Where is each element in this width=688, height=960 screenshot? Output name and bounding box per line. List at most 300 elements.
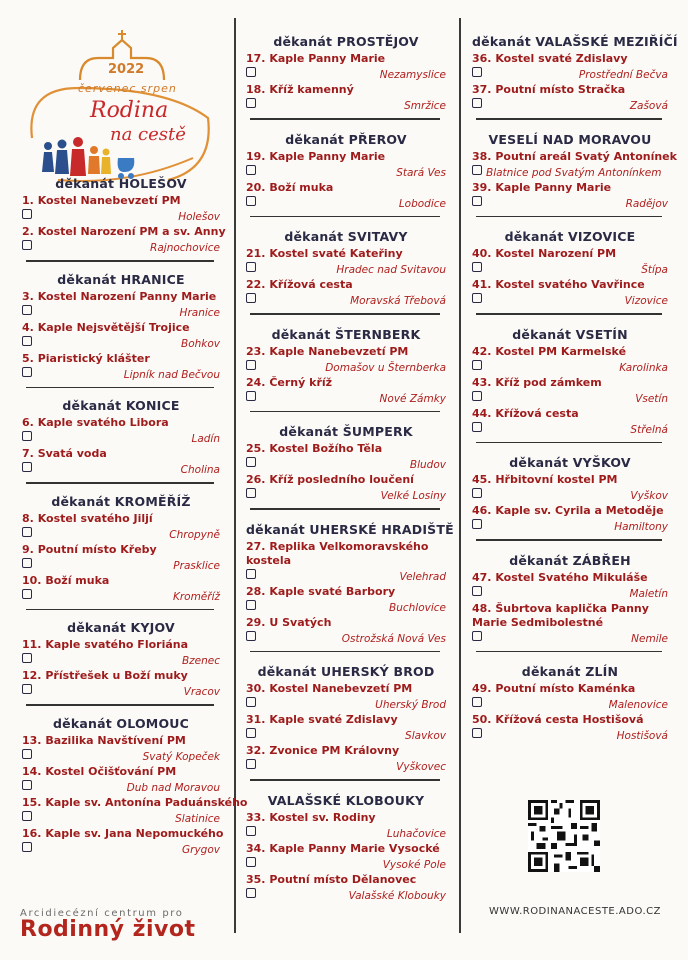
site-number: 8. <box>22 511 34 525</box>
site-title <box>472 473 668 487</box>
site-location: Velehrad <box>399 570 446 583</box>
site-title <box>22 543 220 557</box>
logo-title-line1: Rodina <box>90 98 169 123</box>
section-separator <box>26 482 214 484</box>
site-title <box>472 713 668 727</box>
visited-checkbox[interactable] <box>246 826 256 836</box>
site-location: Vyškovec <box>396 761 446 773</box>
site-name: Křížová cesta Hostišová <box>495 713 644 726</box>
site-number: 6. <box>22 416 34 429</box>
site-name: Kaple sv. Cyrila a Metoděje <box>495 504 664 517</box>
site-location: Bohkov <box>180 337 220 350</box>
site-name: Poutní místo Stračka <box>495 83 626 96</box>
visited-checkbox[interactable] <box>472 586 482 596</box>
site-location: Bzenec <box>181 655 220 667</box>
section-separator <box>476 651 662 653</box>
visited-checkbox[interactable] <box>472 67 482 77</box>
visited-checkbox[interactable] <box>22 336 32 346</box>
site-item <box>246 150 446 179</box>
site-number: 29. <box>246 615 266 629</box>
site-number: 46. <box>472 504 492 517</box>
site-title <box>246 540 446 568</box>
column-right <box>472 34 678 744</box>
site-item <box>472 181 668 210</box>
site-name: Kostel PM Karmelské <box>495 344 627 358</box>
site-item <box>472 376 668 405</box>
visited-checkbox[interactable] <box>472 519 482 529</box>
site-location: Valašské Klobouky <box>348 889 446 902</box>
deanery-title: děkanát VYŠKOV <box>509 455 631 470</box>
visited-checkbox[interactable] <box>472 697 482 707</box>
site-location: Domašov u Šternberka <box>325 361 446 374</box>
site-item <box>22 225 226 254</box>
section-separator <box>476 539 662 541</box>
deanery-section <box>22 176 226 254</box>
site-number: 39. <box>472 180 492 194</box>
visited-checkbox[interactable] <box>472 728 482 738</box>
site-title <box>22 447 220 461</box>
site-item <box>246 247 446 276</box>
visited-checkbox[interactable] <box>246 631 256 641</box>
visited-checkbox[interactable] <box>472 422 482 432</box>
site-check-row <box>472 727 668 742</box>
section-separator <box>476 313 662 315</box>
visited-checkbox[interactable] <box>246 391 256 401</box>
site-name: Křížová cesta <box>269 278 353 291</box>
site-item <box>22 447 220 476</box>
site-check-row <box>246 164 446 179</box>
deanery-section <box>22 715 248 856</box>
site-title <box>246 181 446 195</box>
site-number: 34. <box>246 841 266 855</box>
site-item <box>246 83 446 112</box>
site-check-row <box>22 588 220 603</box>
site-name: Kaple svatého Libora <box>37 416 169 429</box>
site-title <box>22 512 220 526</box>
visited-checkbox[interactable] <box>246 600 256 610</box>
deanery-section <box>472 34 678 112</box>
site-check-row <box>22 430 220 445</box>
site-name: Svatá voda <box>37 447 107 460</box>
visited-checkbox[interactable] <box>22 305 32 315</box>
site-check-row <box>472 421 668 436</box>
deanery-title: děkanát VIZOVICE <box>504 229 636 244</box>
site-title <box>246 52 446 66</box>
site-item <box>246 442 446 471</box>
section-separator <box>476 442 662 444</box>
site-title <box>472 376 668 390</box>
site-location: Hostišová <box>616 730 668 742</box>
site-check-row <box>22 461 220 476</box>
site-title <box>472 149 677 164</box>
visited-checkbox[interactable] <box>22 780 32 790</box>
site-item <box>472 407 668 436</box>
visited-checkbox[interactable] <box>472 293 482 303</box>
site-item <box>246 713 446 742</box>
site-item <box>472 473 668 502</box>
site-location: Vracov <box>183 686 220 698</box>
site-title <box>246 345 446 359</box>
deanery-section <box>246 664 446 773</box>
site-check-row <box>472 195 668 210</box>
deanery-title: děkanát VSETÍN <box>512 326 628 342</box>
visited-checkbox[interactable] <box>246 697 256 707</box>
site-number: 35. <box>246 872 266 886</box>
site-item <box>22 795 248 825</box>
site-location: Prasklice <box>173 559 220 572</box>
site-location: Slatinice <box>175 812 220 825</box>
site-item <box>22 826 224 856</box>
site-check-row <box>246 66 446 81</box>
site-number: 27. <box>246 539 266 553</box>
site-name: Piaristický klášter <box>37 351 150 365</box>
site-number: 36. <box>472 52 492 65</box>
deanery-section <box>472 229 668 307</box>
deanery-title: děkanát HRANICE <box>57 271 185 287</box>
site-name: Kostel svatého Jiljí <box>37 511 153 525</box>
site-item <box>246 744 446 773</box>
site-name: Boží muka <box>269 180 334 194</box>
visited-checkbox[interactable] <box>246 759 256 769</box>
site-name: Kostel Očišťování PM <box>45 764 177 778</box>
site-check-row <box>472 390 668 405</box>
site-check-row <box>246 568 446 583</box>
site-number: 44. <box>472 406 492 420</box>
deanery-section <box>472 553 668 645</box>
site-number: 50. <box>472 713 492 726</box>
site-title <box>472 52 668 66</box>
site-number: 31. <box>246 713 266 726</box>
site-title <box>22 290 220 304</box>
visited-checkbox[interactable] <box>246 67 256 77</box>
visited-checkbox[interactable] <box>246 728 256 738</box>
site-name: Křížová cesta <box>495 406 579 420</box>
visited-checkbox[interactable] <box>246 262 256 272</box>
site-title <box>246 150 446 164</box>
site-location: Střelná <box>630 423 668 436</box>
site-check-row <box>472 585 668 600</box>
visited-checkbox[interactable] <box>22 431 32 441</box>
website-url[interactable]: WWW.RODINANACESTE.ADO.CZ <box>489 906 661 917</box>
site-name: Kaple svaté Barbory <box>269 584 396 598</box>
site-number: 48. <box>472 601 492 615</box>
visited-checkbox[interactable] <box>22 589 32 599</box>
site-number: 16. <box>22 826 42 840</box>
deanery-title: děkanát ZÁBŘEH <box>509 552 631 568</box>
site-location: Dub nad Moravou <box>126 781 220 794</box>
visited-checkbox[interactable] <box>22 684 32 694</box>
site-location: Blatnice pod Svatým Antonínkem <box>486 166 662 179</box>
site-name: Bazilika Navštívení PM <box>45 733 186 747</box>
site-item <box>22 321 220 350</box>
site-number: 38. <box>472 149 492 163</box>
site-item <box>22 512 220 541</box>
deanery-section <box>246 521 454 645</box>
qr-code[interactable] <box>528 800 600 872</box>
site-number: 47. <box>472 570 492 584</box>
site-check-row <box>22 335 220 350</box>
site-name: Kaple Panny Marie Vysocké <box>269 841 440 855</box>
site-number: 43. <box>472 375 492 389</box>
section-separator <box>476 118 662 120</box>
site-number: 4. <box>22 320 34 334</box>
site-number: 41. <box>472 278 492 291</box>
visited-checkbox[interactable] <box>22 367 32 377</box>
section-separator <box>26 387 214 389</box>
site-name: Replika Velkomoravského kostela <box>246 539 429 567</box>
site-title <box>22 826 224 841</box>
site-number: 49. <box>472 682 492 695</box>
org-title: Rodinný život <box>20 917 196 942</box>
site-number: 23. <box>246 344 266 358</box>
visited-checkbox[interactable] <box>246 293 256 303</box>
site-item <box>472 602 668 645</box>
site-title <box>246 376 446 390</box>
site-check-row <box>22 841 220 856</box>
site-name: Kaple Panny Marie <box>495 180 612 194</box>
site-number: 11. <box>22 638 42 651</box>
site-item <box>22 734 220 763</box>
site-title <box>472 181 668 195</box>
site-location: Nemile <box>631 632 668 645</box>
site-location: Vizovice <box>624 295 668 307</box>
deanery-section <box>22 494 220 603</box>
site-name: Kostel svaté Kateřiny <box>269 247 403 260</box>
site-check-row <box>472 696 668 711</box>
visited-checkbox[interactable] <box>472 98 482 108</box>
site-location: Hranice <box>179 306 220 319</box>
site-check-row <box>246 856 446 871</box>
deanery-title: děkanát UHERSKÉ HRADIŠTĚ <box>246 521 454 537</box>
site-check-row <box>246 487 446 502</box>
site-name: Kříž kamenný <box>269 83 354 96</box>
section-separator <box>250 508 440 510</box>
site-title <box>22 225 226 239</box>
site-name: Kaple Nejsvětější Trojice <box>37 320 190 334</box>
site-title <box>246 682 446 696</box>
site-name: Kostel svaté Zdislavy <box>495 52 628 65</box>
site-item <box>472 504 668 533</box>
deanery-section <box>22 272 220 381</box>
site-name: Kostel Svatého Mikuláše <box>495 570 648 584</box>
visited-checkbox[interactable] <box>246 857 256 867</box>
site-item <box>472 713 668 742</box>
site-location: Bludov <box>409 459 446 471</box>
visited-checkbox[interactable] <box>22 842 32 852</box>
visited-checkbox[interactable] <box>246 888 256 898</box>
site-number: 19. <box>246 149 266 163</box>
site-name: Zvonice PM Královny <box>269 744 400 757</box>
site-number: 40. <box>472 247 492 260</box>
site-title <box>246 278 446 292</box>
site-name: Kostel Nanebevzetí PM <box>37 194 181 207</box>
site-item <box>246 682 446 711</box>
deanery-section <box>472 327 668 436</box>
site-title <box>22 669 220 683</box>
site-number: 10. <box>22 573 42 587</box>
deanery-section <box>22 620 220 698</box>
site-location: Vysoké Pole <box>382 858 446 871</box>
site-check-row <box>472 487 668 502</box>
rodinny-zivot-logo <box>20 908 225 948</box>
site-title <box>22 352 220 366</box>
site-item <box>472 345 668 374</box>
site-title <box>472 682 668 696</box>
visited-checkbox[interactable] <box>472 360 482 370</box>
site-item <box>22 290 220 319</box>
site-name: Šubrtova kaplička Panny Marie Sedmibolestné <box>472 601 649 629</box>
site-name: Kostel Narození PM a sv. Anny <box>37 225 226 238</box>
deanery-section <box>472 455 668 533</box>
site-title <box>472 278 668 292</box>
visited-checkbox[interactable] <box>472 391 482 401</box>
site-location: Hamiltony <box>614 521 668 533</box>
site-check-row <box>472 97 668 112</box>
site-check-row <box>22 366 220 381</box>
deanery-section <box>246 132 446 210</box>
site-name: Kostel sv. Rodiny <box>269 810 376 824</box>
site-check-row <box>22 683 220 698</box>
site-check-row <box>246 195 446 210</box>
site-check-row <box>246 727 446 742</box>
section-separator <box>250 779 440 781</box>
deanery-section <box>246 793 446 902</box>
visited-checkbox[interactable] <box>472 165 482 175</box>
site-title <box>246 713 446 727</box>
site-location: Svatý Kopeček <box>142 750 220 763</box>
site-location: Ostrožská Nová Ves <box>341 632 446 645</box>
site-number: 37. <box>472 83 492 96</box>
visited-checkbox[interactable] <box>472 631 482 641</box>
site-item <box>472 149 677 179</box>
visited-checkbox[interactable] <box>22 558 32 568</box>
visited-checkbox[interactable] <box>246 98 256 108</box>
site-location: Hradec nad Svitavou <box>336 264 446 276</box>
site-number: 17. <box>246 52 266 65</box>
site-number: 2. <box>22 225 34 238</box>
rodina-na-ceste-logo <box>18 18 218 188</box>
site-title <box>472 602 668 630</box>
site-location: Nové Zámky <box>379 392 446 405</box>
visited-checkbox[interactable] <box>246 569 256 579</box>
visited-checkbox[interactable] <box>246 488 256 498</box>
site-number: 13. <box>22 733 42 747</box>
section-separator <box>26 609 214 611</box>
site-title <box>246 442 446 456</box>
site-location: Rajnochovice <box>150 242 220 254</box>
section-separator <box>26 704 214 706</box>
visited-checkbox[interactable] <box>246 360 256 370</box>
site-title <box>246 247 446 261</box>
visited-checkbox[interactable] <box>22 811 32 821</box>
site-name: Kaple Panny Marie <box>269 149 386 163</box>
visited-checkbox[interactable] <box>22 209 32 219</box>
visited-checkbox[interactable] <box>472 262 482 272</box>
visited-checkbox[interactable] <box>246 165 256 175</box>
visited-checkbox[interactable] <box>246 457 256 467</box>
site-name: Kaple Nanebevzetí PM <box>269 344 409 358</box>
site-item <box>246 52 446 81</box>
site-item <box>246 345 446 374</box>
site-name: Hřbitovní kostel PM <box>495 473 618 486</box>
site-check-row <box>246 758 446 773</box>
visited-checkbox[interactable] <box>472 196 482 206</box>
site-name: Kaple svaté Zdislavy <box>269 713 398 726</box>
deanery-title: děkanát ŠTERNBERK <box>271 326 421 342</box>
site-item <box>22 352 220 381</box>
logo-year: 2022 <box>108 62 145 77</box>
column-middle <box>246 34 454 904</box>
site-check-row <box>22 748 220 763</box>
site-name: Kostel Nanebevzetí PM <box>269 682 413 695</box>
site-check-row <box>246 696 446 711</box>
site-location: Slavkov <box>405 730 446 742</box>
site-number: 7. <box>22 447 34 460</box>
site-name: Přístřešek u Boží muky <box>45 669 188 682</box>
site-title <box>472 571 668 585</box>
site-name: Kříž posledního loučení <box>269 473 414 486</box>
site-name: Černý kříž <box>269 375 333 389</box>
site-name: Kaple Panny Marie <box>269 52 386 65</box>
visited-checkbox[interactable] <box>22 749 32 759</box>
deanery-title: děkanát ZLÍN <box>521 664 619 679</box>
site-title <box>246 616 446 630</box>
visited-checkbox[interactable] <box>22 240 32 250</box>
site-check-row <box>472 630 668 645</box>
site-name: Kaple sv. Jana Nepomuckého <box>45 826 224 840</box>
site-location: Velké Losiny <box>380 490 446 502</box>
site-name: Kostel svatého Vavřince <box>495 278 645 291</box>
visited-checkbox[interactable] <box>22 653 32 663</box>
site-name: Poutní areál Svatý Antonínek <box>495 149 677 163</box>
section-separator <box>250 118 440 120</box>
site-location: Cholina <box>180 464 220 476</box>
deanery-section <box>246 327 446 405</box>
site-name: Kaple sv. Antonína Paduánského <box>45 795 248 809</box>
site-title <box>246 473 446 487</box>
column-divider <box>459 18 461 933</box>
site-number: 14. <box>22 764 42 778</box>
section-separator <box>26 260 214 262</box>
visited-checkbox[interactable] <box>246 196 256 206</box>
visited-checkbox[interactable] <box>22 462 32 472</box>
deanery-title: děkanát SVITAVY <box>284 229 408 244</box>
site-number: 9. <box>22 542 34 556</box>
site-item <box>22 194 220 223</box>
site-title <box>22 321 220 335</box>
site-title <box>22 795 248 810</box>
site-check-row <box>246 292 446 307</box>
visited-checkbox[interactable] <box>22 527 32 537</box>
site-check-row <box>246 390 446 405</box>
site-item <box>246 842 446 871</box>
site-check-row <box>246 456 446 471</box>
deanery-section <box>472 131 677 210</box>
site-title <box>246 585 446 599</box>
site-item <box>246 811 446 840</box>
site-check-row <box>22 239 220 254</box>
site-item <box>472 52 668 81</box>
section-separator <box>250 313 440 315</box>
site-location: Radějov <box>625 197 668 210</box>
visited-checkbox[interactable] <box>472 488 482 498</box>
deanery-section <box>246 424 446 502</box>
site-location: Lobodice <box>398 197 446 210</box>
site-title <box>22 194 220 208</box>
site-number: 24. <box>246 375 266 389</box>
site-check-row <box>246 359 446 374</box>
site-item <box>472 247 668 276</box>
